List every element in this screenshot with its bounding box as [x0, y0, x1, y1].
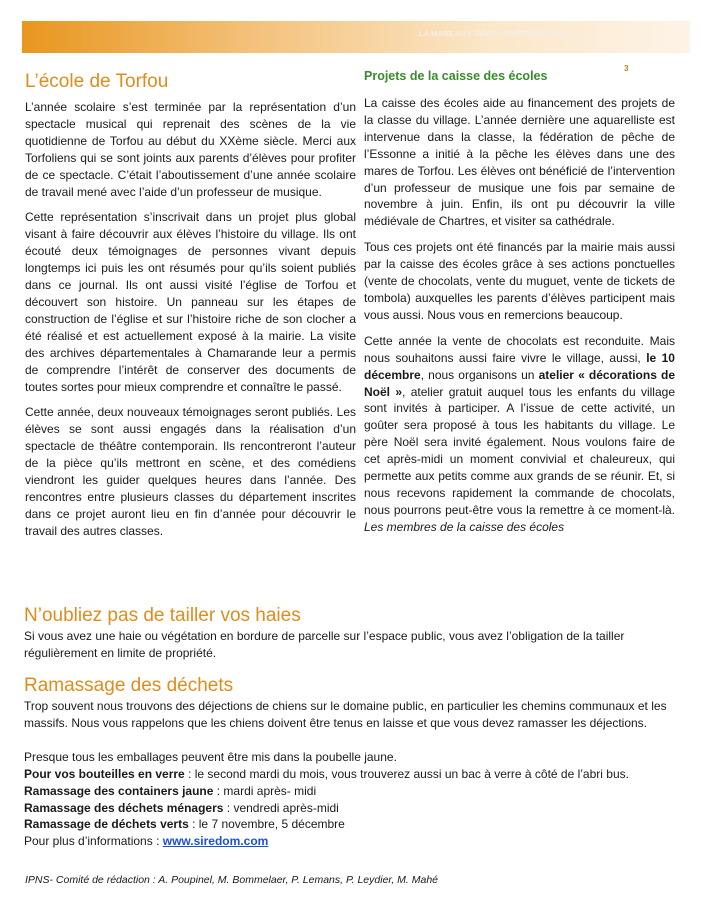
haies-section [24, 604, 684, 662]
caisse-paragraph-2: Tous ces projets ont été financés par la mairie mais aussi par la caisse des écoles grâce à ses actions ponctuelles (vente de chocolats, vente du muguet, vente de tickets de tombola) auxquelles les parents d’élèves participent mais vous aussi. Nous vous en remercions beaucoup. [364, 240, 675, 322]
atelier-name: atelier « décorations de Noël » [364, 367, 675, 399]
ecole-paragraph-2: Cette représentation s’inscrivait dans un projet plus global visant à faire découvrir aux élèves l’histoire du village. Ils ont écouté deux témoignages de personnes vivant depuis longtemps ici puis les ont résumés pour qu’ils soient publiés dans ce journal. Ils ont aussi visité l’église de Torfou et découvert son histoire. Un panneau sur les étapes de construction de l’église et sur l’histoire riche de son clocher a été réalisé et est actuellement exposé à la mairie. La visite des archives départementales à Chamarande leur a permis de comprendre l’intérêt de conserver des documents de toutes sortes pour mieux comprendre et connaître le passé. [25, 210, 356, 394]
atelier-date: le 10 décembre [364, 350, 675, 382]
verts-line: Ramassage de déchets verts : le 7 novembre, 5 décembre [24, 817, 345, 832]
ecole-paragraph-1: L’année scolaire s’est terminée par la représentation d’un spectacle musical qui reprenait des scènes de la vie quotidienne de Torfou au début du XXème siècle. Merci aux Torfoliens qui se sont joints aux parents d’élèves pour profiter de ce spectacle. C’était l’aboutissement d’une année scolaire de travail mené avec l’aide d’un professeur de musique. [25, 100, 356, 199]
jaune-line: Ramassage des containers jaune : mardi après- midi [24, 783, 317, 798]
bouteilles-line: Pour vos bouteilles en verre : le second mardi du mois, vous trouverez aussi un bac à verre à côté de l’abri bus. [24, 766, 629, 781]
siredom-link[interactable]: www.siredom.com [162, 834, 269, 849]
ecole-section [25, 70, 356, 540]
dechets-title: Ramassage des déchets [24, 675, 234, 696]
caisse-section [364, 67, 675, 536]
newsletter-title: LA MARE AUX INFOS –PRINTEMPS 2022 [419, 29, 568, 38]
caisse-paragraph-1: La caisse des écoles aide au financement des projets de la classe du village. L’année dernière une aquarelliste est intervenue dans la classe, la fédération de pêche de l’Essonne a initié à la pêche les élèves dans une des mares de Torfou. Les élèves ont bénéficié de l’intervention d’un professeur de musique une fois par semaine de novembre à juin. Enfin, ils ont pu découvrir la ville médiévale de Chartres, et visiter sa cathédrale. [364, 96, 675, 229]
info-line: Pour plus d’informations : www.siredom.com [24, 834, 269, 849]
haies-text: Si vous avez une haie ou végétation en bordure de parcelle sur l’espace public, vous avez l’obligation de la tailler régulièrement en limite de propriété. [24, 629, 625, 660]
dechets-section [24, 674, 684, 850]
menagers-line: Ramassage des déchets ménagers : vendredi après-midi [24, 800, 339, 815]
caisse-title: Projets de la caisse des écoles [364, 69, 548, 83]
ecole-paragraph-3: Cette année, deux nouveaux témoignages seront publiés. Les élèves se sont aussi engagés dans la réalisation d’un spectacle de théâtre contemporain. Ils rencontreront l’auteur de la pièce qu’ils mettront en scène, et des comédiens viendront les guider quelques heures dans l’année. Des rencontres entre plusieurs classes du département inscrites dans ce projet auront lieu en fin d’année pour découvrir le travail des autres classes. [25, 405, 356, 538]
page-number: 3 [624, 64, 629, 73]
caisse-signature: Les membres de la caisse des écoles [364, 519, 565, 534]
dechets-paragraph-1: Trop souvent nous trouvons des déjections de chiens sur le domaine public, en particulier les chemins communaux et les massifs. Nous vous rappelons que les chiens doivent être tenus en laisse et que vous devez ramasser les déjections. [24, 699, 667, 730]
ecole-title: L’école de Torfou [25, 71, 169, 92]
header-banner [22, 21, 690, 53]
caisse-paragraph-3: Cette année la vente de chocolats est reconduite. Mais nous souhaitons aussi faire vivre le village, aussi, le 10 décembre, nous organisons un atelier « décorations de Noël », atelier gratuit auquel tous les enfants du village sont invités à participer. A l’issue de cette activité, un goûter sera proposé à tous les habitants du village. Le père Noël sera invité également. Nous voulons faire de cet après-midi un moment convivial et chaleureux, qui permette aux petits comme aux grands de se réunir. Et, si nous recevons rapidement la commande de chocolats, nous pourrons peut-être vous la remettre à ce moment-là. Les membres de la caisse des écoles [364, 333, 675, 534]
footer-credits: IPNS- Comité de rédaction : A. Poupinel, M. Bommelaer, P. Lemans, P. Leydier, M. Mahé [25, 874, 439, 886]
haies-title: N’oubliez pas de tailler vos haies [24, 605, 301, 626]
dechets-paragraph-2: Presque tous les emballages peuvent être mis dans la poubelle jaune. [24, 749, 397, 764]
